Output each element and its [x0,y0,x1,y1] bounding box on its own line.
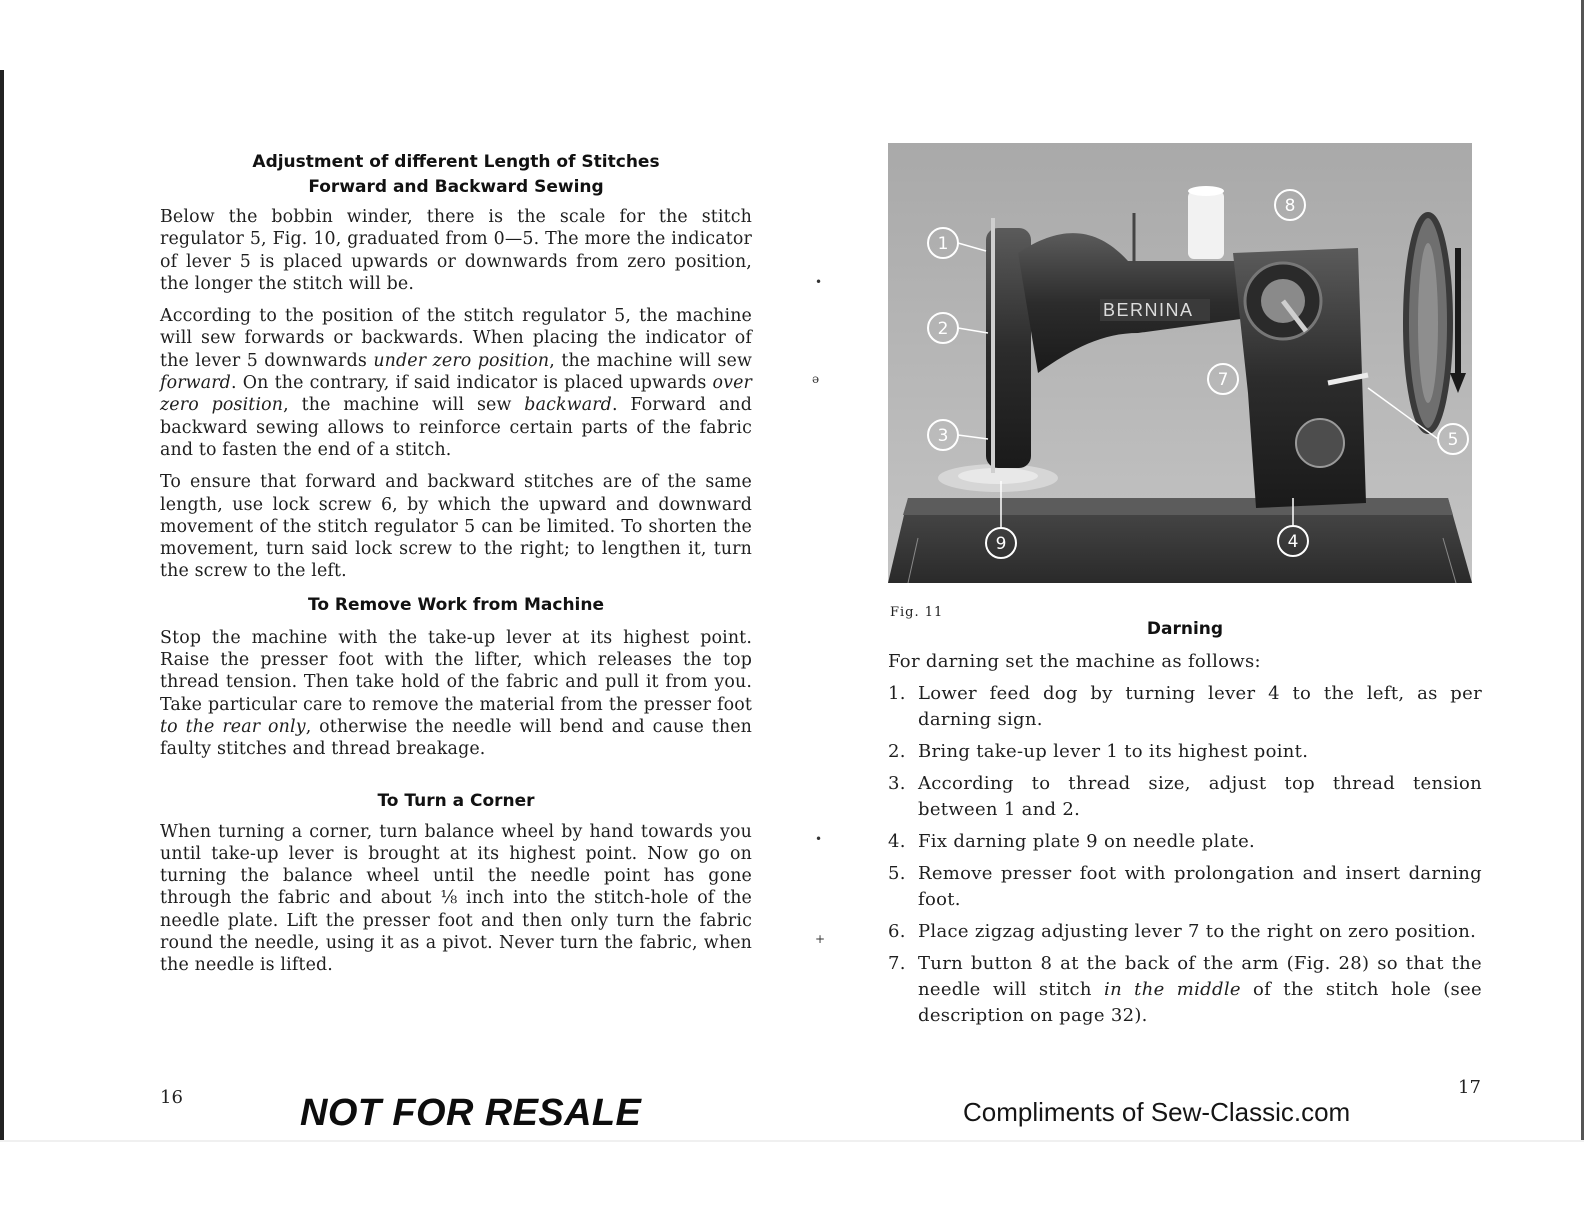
text-run: , the machine will sew [549,350,752,371]
paragraph-forward-backward [160,305,752,461]
gutter-mark: + [815,932,826,946]
section-heading-remove-work: To Remove Work from Machine [307,594,605,615]
gutter-mark: ə [812,372,820,386]
list-item [888,771,1482,823]
page-left-edge [0,70,4,1140]
sewing-machine-photo [888,143,1472,583]
list-item [888,681,1482,733]
text-run: of the stitch hole (see description on page 32). [918,979,1483,1026]
italic-run: to the rear only [160,716,306,737]
section-heading-stitch-length [160,150,752,200]
paragraph-turn-corner: When turning a corner, turn balance wheel by hand towards you until take-up lever is brought at its highest point. Now go on turning the balance wheel until the needle point has gone through the fabric and about ⅛ inch into the stitch-hole of the needle plate. Lift the presser foot and then only turn the fabric round the needle, using it as a pivot. Never turn the fabric, when the needle is lifted. [160,821,752,976]
gutter-mark: • [815,832,823,846]
gutter-mark: • [815,275,823,289]
left-page-column [160,150,752,987]
step-text: According to thread size, adjust top thread tension between 1 and 2. [918,773,1482,820]
step-text: Remove presser foot with prolongation and insert darning foot. [918,863,1482,910]
heading-line-2: Forward and Backward Sewing [308,177,604,197]
page-number-left: 16 [160,1087,183,1108]
list-item [888,829,1482,855]
paragraph-lock-screw: To ensure that forward and backward stitches are of the same length, use lock screw 6, by which the upward and downward movement of the stitch regulator 5 can be limited. To shorten the movement, turn said lock screw to the right; to lengthen it, turn the screw to the left. [160,472,752,582]
paragraph-stitch-scale: Below the bobbin winder, there is the scale for the stitch regulator 5, Fig. 10, graduated from 0—5. The more the indicator of lever 5 is placed upwards or downwards from zero position, the longer the stitch will be. [160,207,752,294]
callout-label: 4 [1287,532,1299,552]
callout-label: 5 [1447,430,1459,450]
brand-label: BERNINA [1103,300,1194,320]
step-text: Place zigzag adjusting lever 7 to the right on zero position. [918,921,1477,942]
text-run: . On the contrary, if said indicator is placed upwards [230,373,713,394]
text-run: , otherwise the needle will bend and cause then faulty stitches and thread breakage. [160,716,752,760]
text-run: Turn button 8 at the back of the arm (Fig. 28) so that the needle will stitch [918,953,1482,1000]
callout-label: 8 [1284,196,1296,216]
italic-run: forward [160,373,231,394]
callout-label: 2 [937,319,949,339]
paragraph-remove-work [160,627,752,761]
step-number: 2. [888,741,906,762]
callout-label: 7 [1217,370,1229,390]
callout-label: 9 [995,534,1007,554]
darning-intro: For darning set the machine as follows: [888,651,1261,672]
text-run: According to the position of the stitch regulator 5, the machine will sew forwards or backwards. When placing the indicator of the lever 5 downwards [160,306,752,371]
callout-label: 3 [937,426,949,446]
list-item [888,861,1482,913]
step-number: 3. [888,773,906,794]
italic-run: over zero position [160,373,752,416]
list-item [888,919,1482,945]
section-heading-turn-corner: To Turn a Corner [377,790,535,811]
step-text: Bring take-up lever 1 to its highest point. [918,741,1309,762]
section-heading-darning: Darning [1146,619,1224,639]
italic-run: backward [524,395,612,416]
step-number: 5. [888,863,906,884]
italic-run: under zero position [373,350,550,371]
step-number: 7. [888,953,906,974]
thread-spool [1188,191,1224,259]
list-item [888,739,1482,765]
text-run: . Forward and backward sewing allows to reinforce certain parts of the fabric and to fasten the end of a stitch. [160,395,753,460]
page-number-right: 17 [1458,1077,1481,1098]
step-number: 1. [888,683,906,704]
text-run: , the machine will sew [283,395,525,416]
step-text: Lower feed dog by turning lever 4 to the left, as per darning sign. [918,683,1482,730]
figure-label: Fig. 11 [890,605,944,620]
darning-steps-list [888,681,1482,1029]
step-text [918,953,1482,1026]
step-number: 6. [888,921,906,942]
right-page-column [888,143,1482,1035]
page-bottom-line [0,1140,1584,1142]
italic-run: in the middle [1104,979,1241,1000]
callout-label: 1 [937,234,949,254]
heading-line-1: Adjustment of different Length of Stitches [252,152,660,172]
compliments-footer: Compliments of Sew-Classic.com [963,1097,1351,1127]
list-item [888,951,1482,1029]
not-for-resale-stamp: NOT FOR RESALE [300,1092,642,1134]
sewing-machine-illustration [888,143,1472,583]
text-run: Stop the machine with the take-up lever at its highest point. Raise the presser foot with the lifter, which releases the top thread tension. Then take hold of the fabric and pull it from you. Take particular care to remove the material from the presser foot [160,627,752,715]
step-text: Fix darning plate 9 on needle plate. [918,831,1256,852]
step-number: 4. [888,831,906,852]
